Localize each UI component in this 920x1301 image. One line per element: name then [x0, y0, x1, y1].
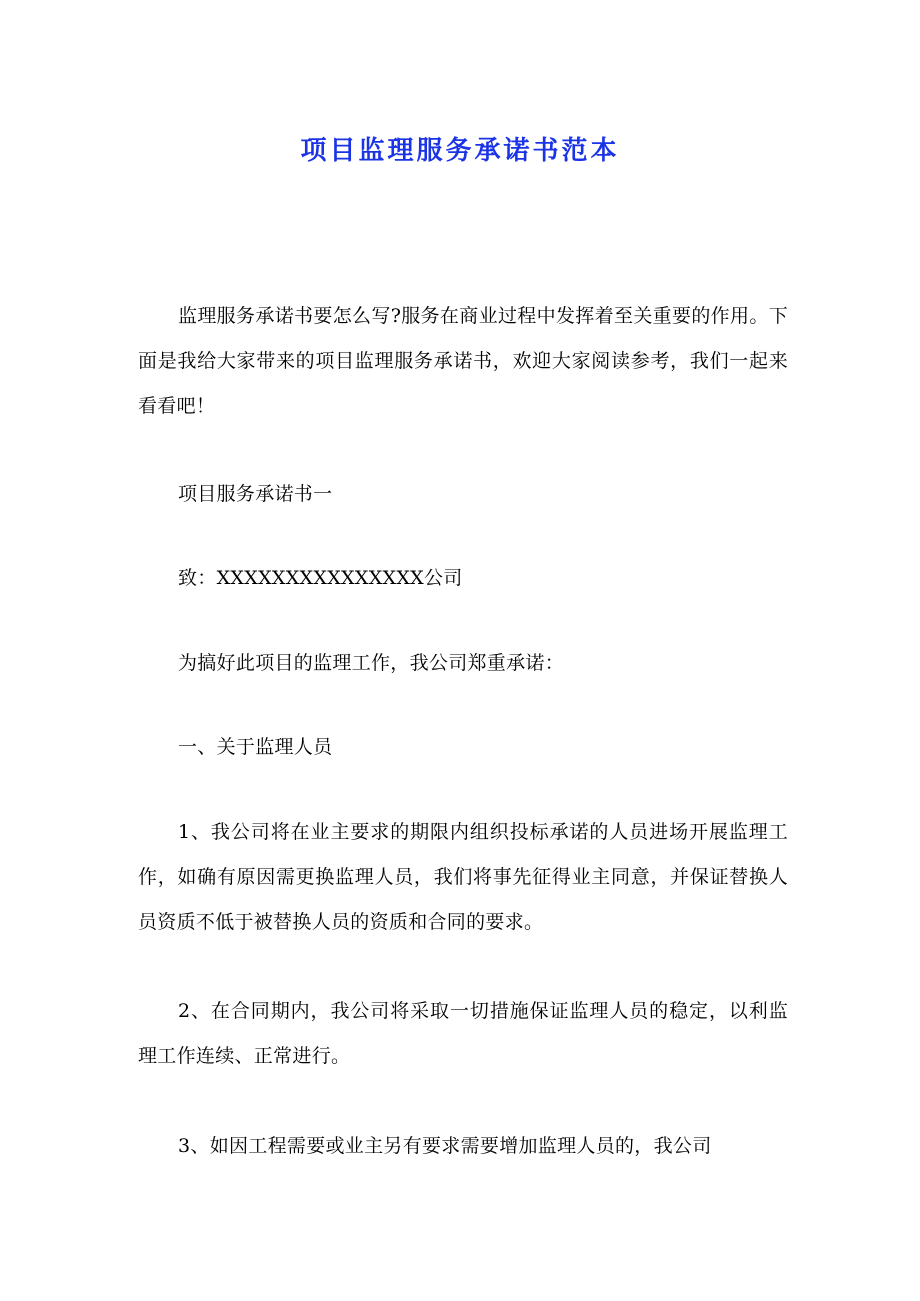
clause-item-1: 1、我公司将在业主要求的期限内组织投标承诺的人员进场开展监理工作，如确有原因需更换监理人员，我们将事先征得业主同意，并保证替换人员资质不低于被替换人员的资质和合同的要求。: [138, 821, 788, 933]
section-heading: 一、关于监理人员: [178, 736, 333, 758]
intro-paragraph: 监理服务承诺书要怎么写?服务在商业过程中发挥着至关重要的作用。下面是我给大家带来的项目监理服务承诺书，欢迎大家阅读参考，我们一起来看看吧！: [138, 305, 788, 417]
clause-item-2: 2、在合同期内，我公司将采取一切措施保证监理人员的稳定，以利监理工作连续、正常进行。: [138, 1000, 788, 1067]
addressee-line: 致：XXXXXXXXXXXXXXX公司: [178, 567, 463, 589]
commitment-line: 为搞好此项目的监理工作，我公司郑重承诺：: [178, 652, 565, 674]
clause-item-3: 3、如因工程需要或业主另有要求需要增加监理人员的，我公司: [178, 1135, 712, 1157]
letter-heading: 项目服务承诺书一: [178, 483, 333, 505]
document-title: 项目监理服务承诺书范本: [300, 136, 620, 166]
